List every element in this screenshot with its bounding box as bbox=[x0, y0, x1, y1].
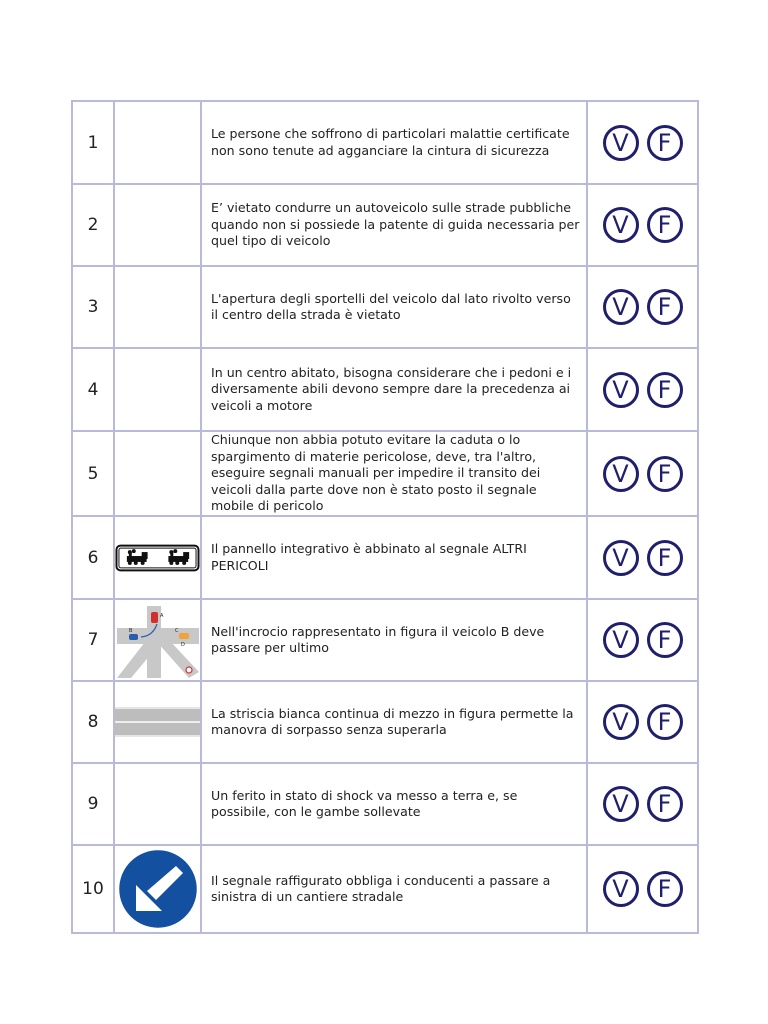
answer-options bbox=[587, 184, 698, 266]
answer-false-option[interactable]: F bbox=[647, 207, 683, 243]
question-number: 9 bbox=[72, 763, 114, 845]
question-image-cell bbox=[114, 599, 201, 681]
answer-true-option[interactable]: V bbox=[603, 871, 639, 907]
question-text: L'apertura degli sportelli del veicolo dal lato rivolto verso il centro della strada è vietato bbox=[201, 266, 587, 348]
answer-true-option[interactable]: V bbox=[603, 456, 639, 492]
question-text: E’ vietato condurre un autoveicolo sulle strade pubbliche quando non si possiede la patente di guida necessaria per quel tipo di veicolo bbox=[201, 184, 587, 266]
question-row bbox=[72, 266, 698, 348]
question-image-cell bbox=[114, 348, 201, 431]
answer-options bbox=[587, 763, 698, 845]
answer-true-option[interactable]: V bbox=[603, 289, 639, 325]
question-number: 6 bbox=[72, 516, 114, 599]
answer-options bbox=[587, 845, 698, 933]
answer-options bbox=[587, 681, 698, 763]
answer-options bbox=[587, 348, 698, 431]
answer-true-option[interactable]: V bbox=[603, 786, 639, 822]
question-row bbox=[72, 845, 698, 933]
question-text: La striscia bianca continua di mezzo in figura permette la manovra di sorpasso senza superarla bbox=[201, 681, 587, 763]
question-row bbox=[72, 348, 698, 431]
question-image-cell bbox=[114, 101, 201, 184]
question-image-cell bbox=[114, 266, 201, 348]
question-text: Le persone che soffrono di particolari malattie certificate non sono tenute ad agganciare la cintura di sicurezza bbox=[201, 101, 587, 184]
question-number: 3 bbox=[72, 266, 114, 348]
question-row bbox=[72, 184, 698, 266]
answer-options bbox=[587, 516, 698, 599]
question-number: 8 bbox=[72, 681, 114, 763]
answer-false-option[interactable]: F bbox=[647, 786, 683, 822]
question-number: 4 bbox=[72, 348, 114, 431]
vehicle-label: C bbox=[174, 628, 178, 634]
question-number: 2 bbox=[72, 184, 114, 266]
answer-true-option[interactable]: V bbox=[603, 622, 639, 658]
question-row bbox=[72, 681, 698, 763]
question-image-cell bbox=[114, 184, 201, 266]
question-image-cell bbox=[114, 681, 201, 763]
question-text: Il segnale raffigurato obbliga i conducenti a passare a sinistra di un cantiere stradale bbox=[201, 845, 587, 933]
question-row bbox=[72, 763, 698, 845]
answer-options bbox=[587, 101, 698, 184]
question-row bbox=[72, 516, 698, 599]
question-image-cell bbox=[114, 516, 201, 599]
answer-false-option[interactable]: F bbox=[647, 289, 683, 325]
question-row bbox=[72, 431, 698, 516]
answer-options bbox=[587, 266, 698, 348]
vehicle-label: B bbox=[128, 628, 132, 634]
question-text: Il pannello integrativo è abbinato al segnale ALTRI PERICOLI bbox=[201, 516, 587, 599]
question-text: In un centro abitato, bisogna considerare che i pedoni e i diversamente abili devono sempre dare la precedenza ai veicoli a motore bbox=[201, 348, 587, 431]
keep-left-sign-image bbox=[116, 847, 200, 931]
answer-false-option[interactable]: F bbox=[647, 372, 683, 408]
answer-false-option[interactable]: F bbox=[647, 456, 683, 492]
question-text: Nell'incrocio rappresentato in figura il veicolo B deve passare per ultimo bbox=[201, 599, 587, 681]
vehicle-label: A bbox=[159, 613, 163, 619]
answer-false-option[interactable]: F bbox=[647, 540, 683, 576]
answer-false-option[interactable]: F bbox=[647, 125, 683, 161]
question-row bbox=[72, 599, 698, 681]
answer-true-option[interactable]: V bbox=[603, 207, 639, 243]
answer-options bbox=[587, 599, 698, 681]
question-image-cell bbox=[114, 763, 201, 845]
answer-false-option[interactable]: F bbox=[647, 871, 683, 907]
question-row bbox=[72, 101, 698, 184]
answer-true-option[interactable]: V bbox=[603, 372, 639, 408]
question-text: Chiunque non abbia potuto evitare la caduta o lo spargimento di materie pericolose, deve, tra l'altro, eseguire segnali manuali per impedire il transito dei veicoli dalla parte dove non è stato posto il segnale mobile di pericolo bbox=[201, 431, 587, 516]
quiz-table bbox=[71, 100, 699, 934]
answer-true-option[interactable]: V bbox=[603, 125, 639, 161]
question-number: 7 bbox=[72, 599, 114, 681]
intersection-diagram-image bbox=[117, 602, 199, 678]
answer-true-option[interactable]: V bbox=[603, 704, 639, 740]
question-image-cell bbox=[114, 431, 201, 516]
question-number: 5 bbox=[72, 431, 114, 516]
answer-true-option[interactable]: V bbox=[603, 540, 639, 576]
answer-options bbox=[587, 431, 698, 516]
question-number: 10 bbox=[72, 845, 114, 933]
question-image-cell bbox=[114, 845, 201, 933]
answer-false-option[interactable]: F bbox=[647, 622, 683, 658]
vehicle-label: D bbox=[180, 642, 185, 648]
two-trains-panel-image bbox=[115, 542, 200, 574]
road-continuous-line-image bbox=[115, 683, 200, 761]
answer-false-option[interactable]: F bbox=[647, 704, 683, 740]
question-text: Un ferito in stato di shock va messo a terra e, se possibile, con le gambe sollevate bbox=[201, 763, 587, 845]
question-number: 1 bbox=[72, 101, 114, 184]
